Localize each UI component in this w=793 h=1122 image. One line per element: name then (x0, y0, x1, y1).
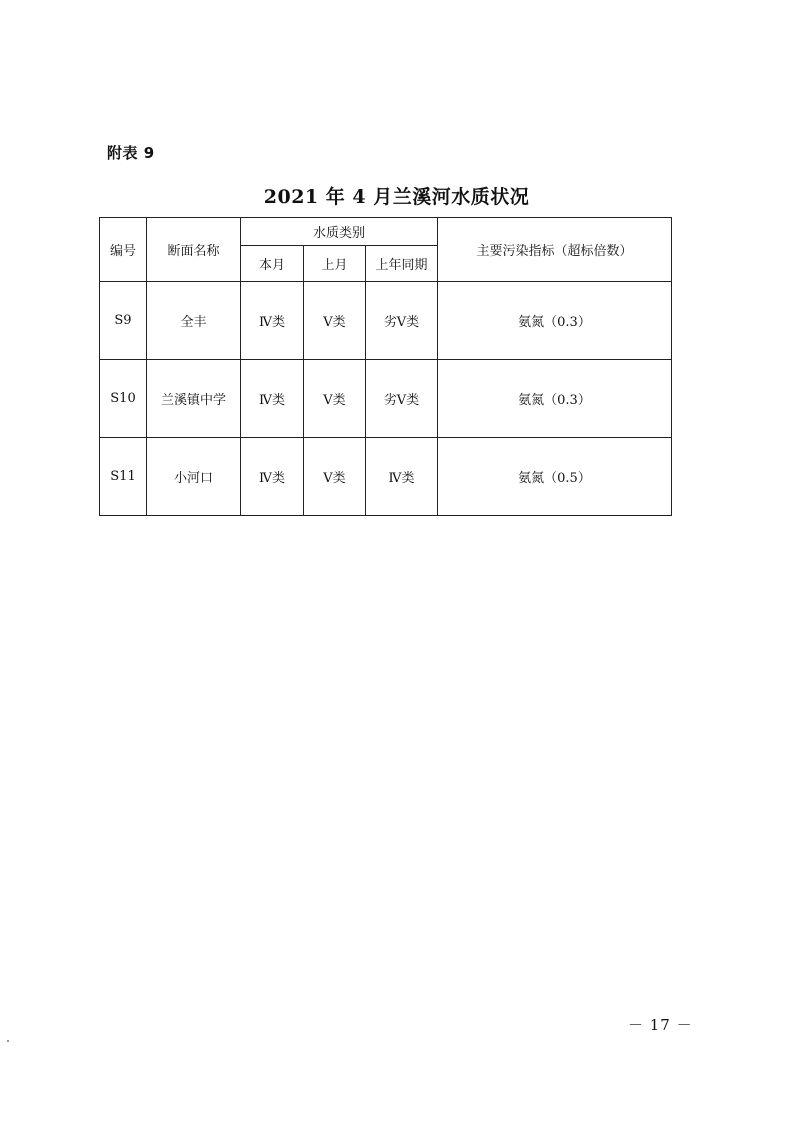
cell-last-year: 劣Ⅴ类 (366, 360, 438, 438)
cell-this-month: Ⅳ类 (241, 360, 304, 438)
cell-last-year: Ⅳ类 (366, 438, 438, 516)
cell-pollutant: 氨氮（0.5） (438, 438, 672, 516)
page-number: － 17 － (628, 1016, 693, 1034)
cell-last-year: 劣Ⅴ类 (366, 282, 438, 360)
cell-code: S10 (100, 360, 147, 438)
cell-pollutant: 氨氮（0.3） (438, 360, 672, 438)
appendix-label: 附表 9 (107, 144, 155, 162)
cell-code: S9 (100, 282, 147, 360)
water-quality-table (99, 217, 672, 516)
header-last-month: 上月 (304, 246, 366, 282)
header-main-pollutants: 主要污染指标（超标倍数） (438, 218, 672, 282)
table-row (100, 282, 672, 360)
header-water-quality: 水质类别 (241, 218, 438, 246)
header-same-period-last-year: 上年同期 (366, 246, 438, 282)
table-header-row (100, 218, 672, 246)
cell-last-month: Ⅴ类 (304, 360, 366, 438)
cell-this-month: Ⅳ类 (241, 282, 304, 360)
cell-code: S11 (100, 438, 147, 516)
cell-pollutant: 氨氮（0.3） (438, 282, 672, 360)
cell-section-name: 小河口 (147, 438, 241, 516)
header-code: 编号 (100, 218, 147, 282)
cell-last-month: Ⅴ类 (304, 282, 366, 360)
header-section-name: 断面名称 (147, 218, 241, 282)
document-title: 2021 年 4 月兰溪河水质状况 (263, 186, 530, 208)
header-this-month: 本月 (241, 246, 304, 282)
cell-this-month: Ⅳ类 (241, 438, 304, 516)
table-row (100, 438, 672, 516)
cell-last-month: Ⅴ类 (304, 438, 366, 516)
scan-speck (7, 1040, 9, 1042)
table-row (100, 360, 672, 438)
cell-section-name: 兰溪镇中学 (147, 360, 241, 438)
cell-section-name: 全丰 (147, 282, 241, 360)
